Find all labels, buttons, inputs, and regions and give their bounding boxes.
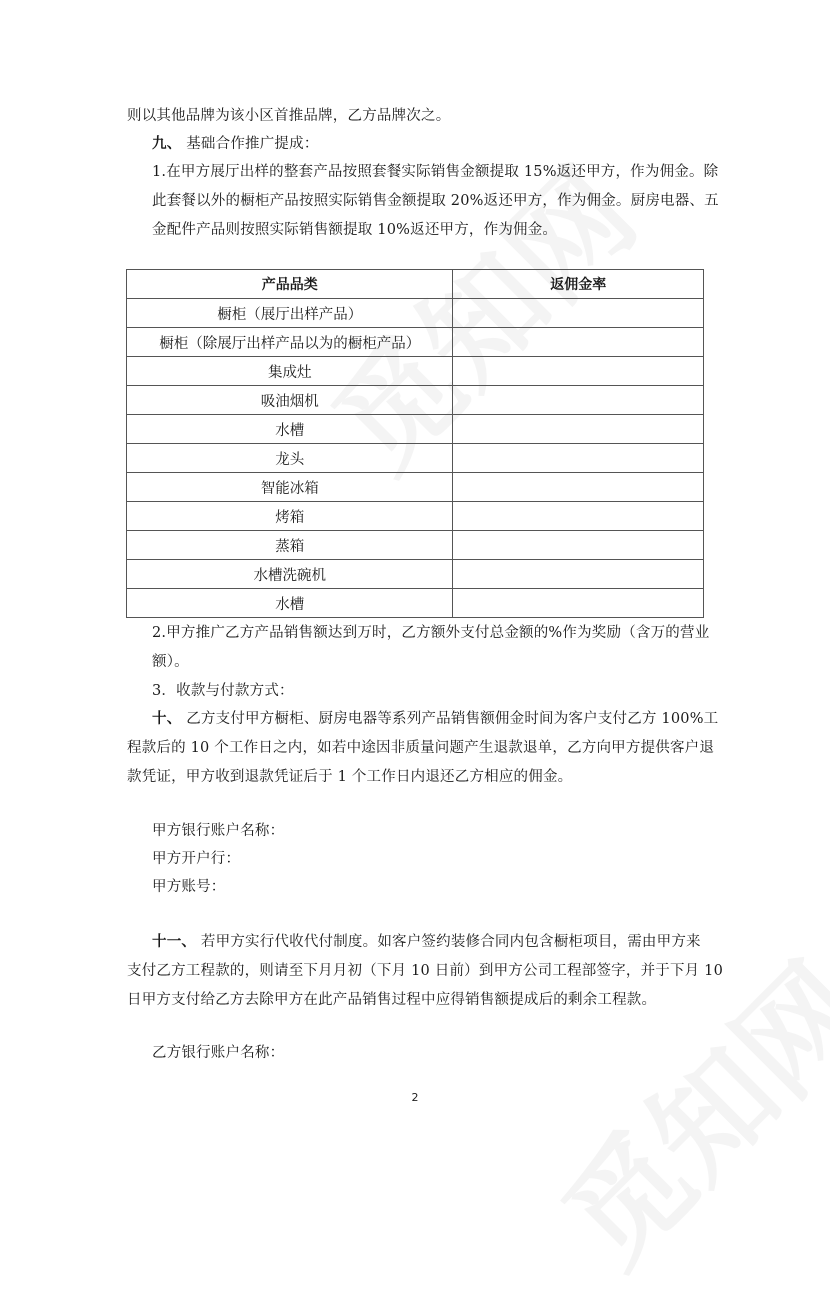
table-row xyxy=(127,502,704,531)
cell-category: 智能冰箱 xyxy=(127,473,453,502)
section-11-line-1 xyxy=(152,932,701,952)
table-row xyxy=(127,299,704,328)
cell-category: 龙头 xyxy=(127,444,453,473)
cell-rate xyxy=(453,386,704,415)
page-number: 2 xyxy=(411,1091,419,1104)
cell-rate xyxy=(453,473,704,502)
section-11-text: 若甲方实行代收代付制度。如客户签约装修合同内包含橱柜项目，需由甲方来 xyxy=(196,934,701,950)
cell-category: 水槽洗碗机 xyxy=(127,560,453,589)
cell-category: 橱柜（展厅出样产品） xyxy=(127,299,453,328)
clause-3: 3．收款与付款方式： xyxy=(152,683,294,699)
table-row xyxy=(127,328,704,357)
table-row xyxy=(127,357,704,386)
cell-rate xyxy=(453,589,704,618)
header-product-category: 产品品类 xyxy=(127,270,453,299)
section-title: 基础合作推广提成： xyxy=(181,136,319,152)
section-number: 十一、 xyxy=(152,933,197,950)
cell-rate xyxy=(453,560,704,589)
cell-category: 吸油烟机 xyxy=(127,386,453,415)
party-a-bank-branch: 甲方开户行： xyxy=(152,851,241,867)
section-number: 十、 xyxy=(152,710,182,727)
table-row xyxy=(127,560,704,589)
clause-1-line-1: 1.在甲方展厅出样的整套产品按照套餐实际销售金额提取 15%返还甲方，作为佣金。除 xyxy=(152,164,719,180)
cell-rate xyxy=(453,502,704,531)
cell-category: 橱柜（除展厅出样产品以为的橱柜产品） xyxy=(127,328,453,357)
table-row xyxy=(127,386,704,415)
cell-category: 烤箱 xyxy=(127,502,453,531)
section-11-line-2: 支付乙方工程款的，则请至下月月初（下月 10 日前）到甲方公司工程部签字，并于下月 10 xyxy=(127,963,724,979)
party-a-account-number: 甲方账号： xyxy=(152,879,226,895)
section-10-text: 乙方支付甲方橱柜、厨房电器等系列产品销售额佣金时间为客户支付乙方 100%工 xyxy=(181,711,719,727)
party-a-bank-account-name: 甲方银行账户名称： xyxy=(152,823,285,839)
clause-2-line-1: 2.甲方推广乙方产品销售额达到万时，乙方额外支付总金额的%作为奖励（含万的营业 xyxy=(152,625,710,641)
cell-rate xyxy=(453,299,704,328)
paragraph-line: 则以其他品牌为该小区首推品牌，乙方品牌次之。 xyxy=(127,108,451,124)
table-row xyxy=(127,415,704,444)
section-number: 九、 xyxy=(152,135,182,152)
table-row xyxy=(127,444,704,473)
cell-category: 水槽 xyxy=(127,415,453,444)
cell-rate xyxy=(453,357,704,386)
party-b-bank-account-name: 乙方银行账户名称： xyxy=(152,1045,285,1061)
section-11-line-3: 日甲方支付给乙方去除甲方在此产品销售过程中应得销售额提成后的剩余工程款。 xyxy=(127,992,657,1008)
cell-rate xyxy=(453,328,704,357)
cell-category: 蒸箱 xyxy=(127,531,453,560)
section-heading-9 xyxy=(152,134,319,154)
clause-1-line-2: 此套餐以外的橱柜产品按照实际销售金额提取 20%返还甲方，作为佣金。厨房电器、五 xyxy=(152,193,719,209)
section-10-line-1 xyxy=(152,709,718,729)
section-10-line-3: 款凭证，甲方收到退款凭证后于 1 个工作日内退还乙方相应的佣金。 xyxy=(127,769,573,785)
table-header-row xyxy=(127,270,704,299)
cell-rate xyxy=(453,415,704,444)
clause-2-line-2: 额）。 xyxy=(152,654,189,670)
clause-1-line-3: 金配件产品则按照实际销售额提取 10%返还甲方，作为佣金。 xyxy=(152,222,558,238)
table-row xyxy=(127,531,704,560)
table-row xyxy=(127,589,704,618)
cell-rate xyxy=(453,444,704,473)
cell-rate xyxy=(453,531,704,560)
header-commission-rate: 返佣金率 xyxy=(453,270,704,299)
commission-rate-table xyxy=(126,269,704,618)
section-10-line-2: 程款后的 10 个工作日之内，如若中途因非质量问题产生退款退单，乙方向甲方提供客户退 xyxy=(127,740,715,756)
cell-category: 集成灶 xyxy=(127,357,453,386)
cell-category: 水槽 xyxy=(127,589,453,618)
table-row xyxy=(127,473,704,502)
